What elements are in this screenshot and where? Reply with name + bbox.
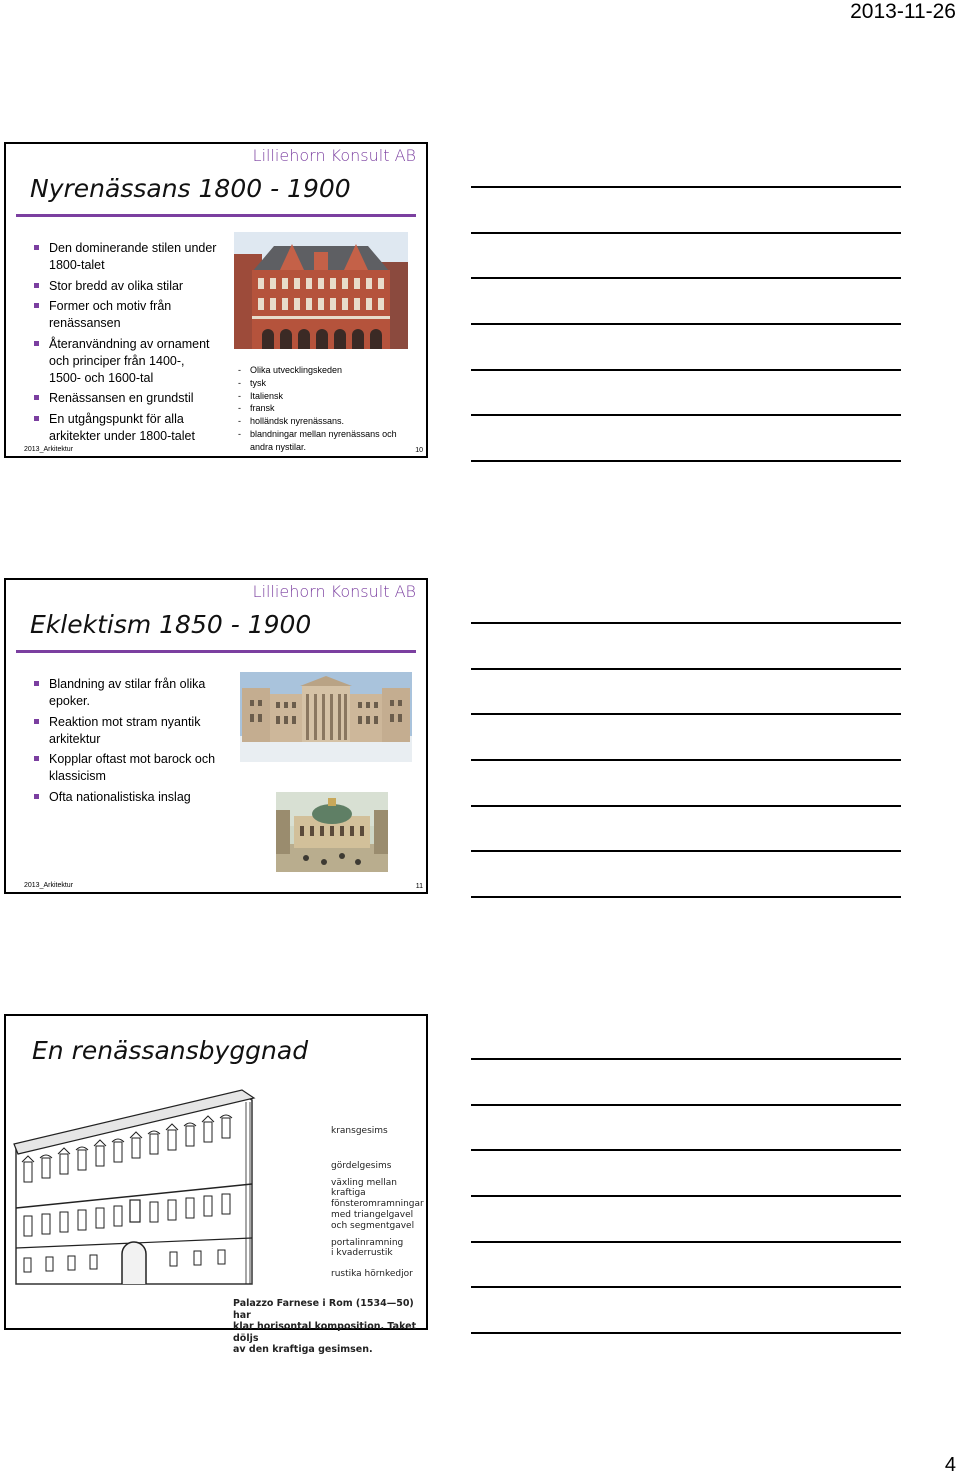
note-line [471,1241,901,1243]
note-line [471,369,901,371]
parliament-building-photo [240,672,412,762]
document-date: 2013-11-26 [850,0,956,23]
caption-line: Palazzo Farnese i Rom (1534—50) har [233,1298,414,1321]
note-line [471,460,901,462]
sub-item: - blandningar mellan nyrenässans och andra nystilar. [236,428,422,454]
note-line [471,850,901,852]
note-line [471,759,901,761]
sub-item: - fransk [236,402,422,415]
bullet-item: Ofta nationalistiska inslag [32,789,217,806]
note-line [471,1104,901,1106]
slide-footer: 2013_Arkitektur [24,882,74,889]
bullet-item: Stor bredd av olika stilar [32,278,217,295]
note-line [471,668,901,670]
note-line [471,896,901,898]
page-number: 4 [944,1454,956,1476]
label-gordelgesims: gördelgesims [331,1160,392,1171]
bullet-list [32,240,217,448]
note-line [471,1286,901,1288]
label-kransgesims: kransgesims [331,1126,388,1136]
bullet-item: Renässansen en grundstil [32,390,217,407]
slide-title: En renässansbyggnad [32,1036,309,1065]
drawing-caption [233,1298,426,1356]
caption-line: klar horisontal komposition. Taket döljs [233,1321,417,1344]
note-line [471,232,901,234]
label-hornkedjor: rustika hörnkedjor [331,1269,413,1280]
note-line [471,414,901,416]
bullet-item: Reaktion mot stram nyantik arkitektur [32,714,217,748]
annotation-labels [331,1126,424,1280]
slide-title: Nyrenässans 1800 - 1900 [30,174,351,203]
label-triangelgavel: med triangelgavel [331,1209,414,1220]
sub-list [236,364,422,454]
sub-item: - tysk [236,377,422,390]
bullet-item: Den dominerande stilen under 1800-talet [32,240,217,274]
brick-building-photo [234,232,408,349]
label-segmentgavel: och segmentgavel [331,1220,415,1231]
note-line [471,805,901,807]
note-line [471,622,901,624]
slide-number: 10 [415,447,423,454]
label-fonsteromramningar: fönsteromramningar [331,1199,424,1210]
label-vaxling: växling mellan [331,1177,397,1188]
bullet-item: Blandning av stilar från olika epoker. [32,676,217,710]
note-line [471,1058,901,1060]
slide-number: 11 [415,883,423,890]
company-name: Lilliehorn Konsult AB [252,146,416,165]
bullet-item: Former och motiv från renässansen [32,298,217,332]
caption-line: av den kraftiga gesimsen. [233,1344,373,1355]
palazzo-farnese-drawing [10,1088,326,1288]
opera-house-photo [276,792,388,872]
note-line [471,1149,901,1151]
slide-title: Eklektism 1850 - 1900 [30,610,312,639]
label-kraftiga: kraftiga [331,1188,366,1199]
slide-eklektism [4,578,428,894]
slide-footer: 2013_Arkitektur [24,446,74,453]
bullet-item: Återanvändning av ornament och principer från 1400-, 1500- och 1600-tal [32,336,217,387]
title-rule [16,650,416,653]
note-line [471,277,901,279]
sub-item: - Italiensk [236,390,422,403]
label-portalinramning: portalinramning [331,1237,404,1248]
bullet-item: En utgångspunkt för alla arkitekter under 1800-talet [32,411,217,445]
bullet-item: Kopplar oftast mot barock och klassicism [32,751,217,785]
note-line [471,713,901,715]
slide-renassansbyggnad [4,1014,428,1355]
note-line [471,323,901,325]
company-name: Lilliehorn Konsult AB [252,582,416,601]
sub-item: - holländsk nyrenässans. [236,415,422,428]
title-rule [16,214,416,217]
bullet-list [32,676,217,809]
note-line [471,1332,901,1334]
slide-nyrenassans [4,142,428,458]
note-line [471,1195,901,1197]
sub-item: - Olika utvecklingskeden [236,364,422,377]
note-line [471,186,901,188]
label-kvaderrustik: i kvaderrustik [331,1248,393,1259]
